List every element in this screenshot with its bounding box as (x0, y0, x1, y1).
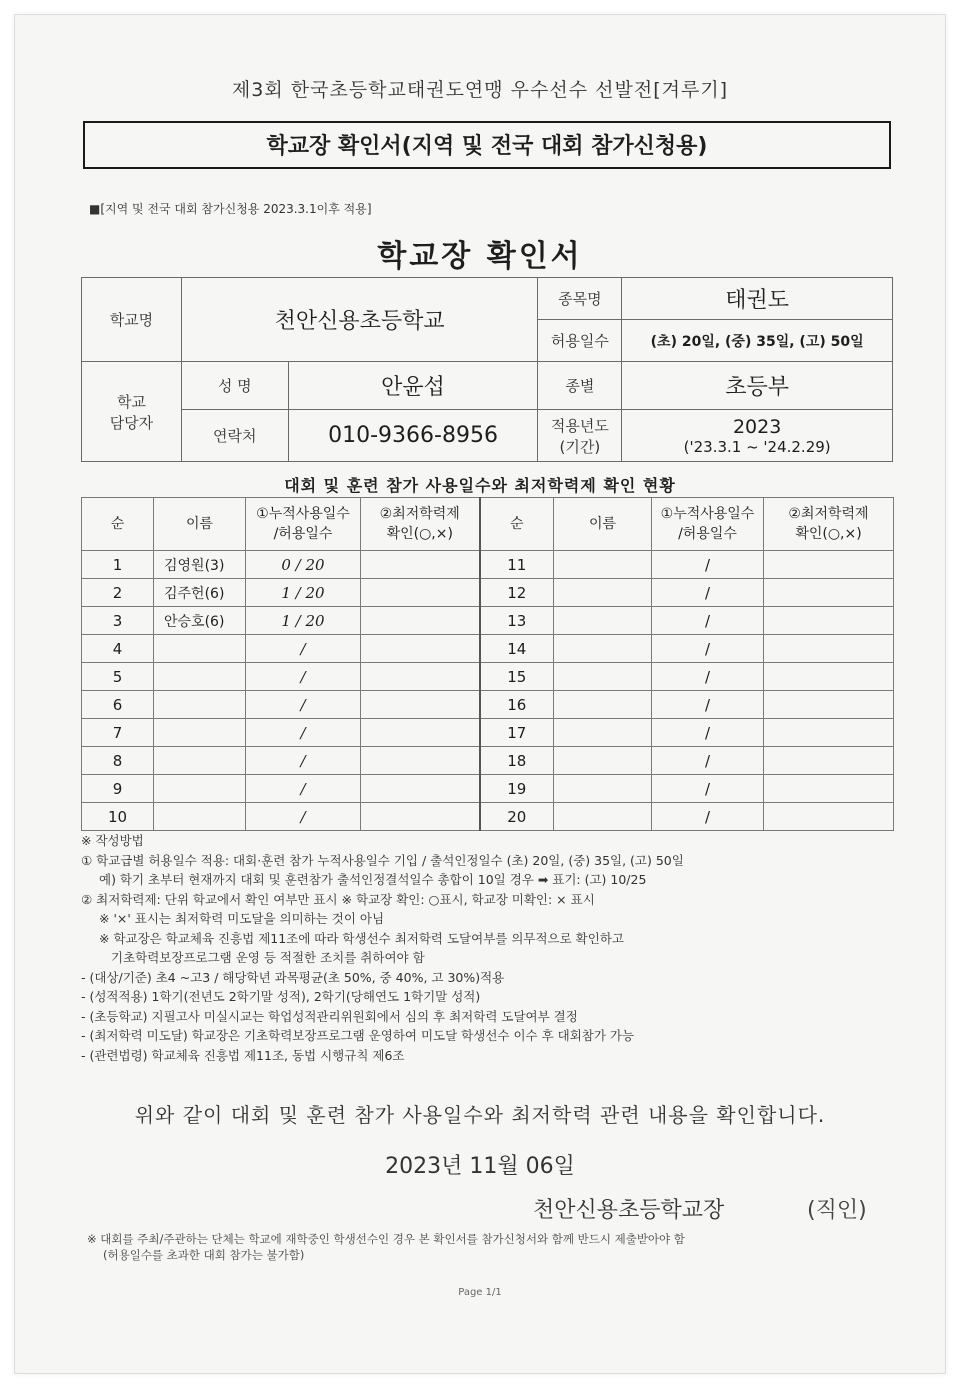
note-2: ② 최저학력제: 단위 학교에서 확인 여부만 표시 ※ 학교장 확인: ○표시, 학교장 미확인: × 표시 (81, 891, 595, 907)
year: 2023 (732, 415, 782, 438)
row-check (764, 775, 894, 803)
banner-title: 학교장 확인서(지역 및 전국 대회 참가신청용) (83, 121, 891, 169)
table-row (82, 579, 894, 607)
row-name (154, 663, 246, 691)
row-usage: / (246, 747, 361, 775)
year-value (622, 410, 893, 462)
row-usage: / (246, 663, 361, 691)
document-page (14, 14, 946, 1374)
days-value: (초) 20일, (중) 35일, (고) 50일 (622, 320, 893, 362)
notes-heading: ※ 작성방법 (81, 833, 144, 848)
row-check (361, 607, 480, 635)
row-name (554, 607, 652, 635)
header-name-right: 이름 (554, 498, 652, 551)
main-title: 학교장 확인서 (377, 239, 583, 274)
detail-4: - (최저학력 미도달) 학교장은 기초학력보장프로그램 운영하여 미도달 학생선수 이수 후 대회참가 가능 (81, 1028, 635, 1043)
row-name (554, 775, 652, 803)
header-check-left (361, 498, 480, 551)
table-row (82, 691, 894, 719)
days-label: 허용일수 (538, 320, 622, 362)
row-no: 2 (82, 579, 154, 607)
row-check (764, 663, 894, 691)
header-check-right (764, 498, 894, 551)
year-label-line2: (기간) (559, 437, 601, 456)
note-1: ① 학교급별 허용일수 적용: 대회·훈련 참가 누적사용일수 기입 / 출석인정일수 (초) 20일, (중) 35일, (고) 50일 (81, 852, 684, 868)
year-label-line1: 적용년도 (550, 416, 609, 435)
row-no: 12 (480, 579, 554, 607)
footnote (87, 1231, 685, 1263)
row-usage: / (652, 803, 764, 831)
row-no: 8 (82, 747, 154, 775)
official-seal: (직인) (807, 1198, 867, 1223)
row-name (154, 719, 246, 747)
table-row (82, 551, 894, 579)
note-2a: ※ '×' 표시는 최저학력 미도달을 의미하는 것이 아님 (99, 911, 385, 926)
table-row (82, 607, 894, 635)
apply-note: ■[지역 및 전국 대회 참가신청용 2023.3.1이후 적용] (89, 202, 372, 216)
contact-value: 010-9366-8956 (288, 410, 538, 462)
page-number: Page 1/1 (458, 1287, 502, 1298)
period: ('23.3.1 ~ '24.2.29) (683, 437, 831, 456)
table-row (82, 747, 894, 775)
row-check (764, 551, 894, 579)
row-name (154, 775, 246, 803)
row-name (154, 747, 246, 775)
row-no: 11 (480, 551, 554, 579)
row-usage: 1 / 20 (246, 607, 361, 635)
row-usage: / (246, 775, 361, 803)
table-row (82, 803, 894, 831)
row-no: 20 (480, 803, 554, 831)
row-usage: / (246, 691, 361, 719)
instructions (81, 831, 893, 1065)
row-usage: / (652, 579, 764, 607)
row-check (764, 607, 894, 635)
division-label: 종별 (538, 362, 622, 410)
row-no: 7 (82, 719, 154, 747)
row-no: 6 (82, 691, 154, 719)
row-check (361, 775, 480, 803)
row-check (361, 747, 480, 775)
name-label: 성 명 (181, 362, 288, 410)
header-check-right-l1: ②최저학력제 (788, 506, 869, 522)
row-usage: / (246, 635, 361, 663)
row-check (764, 747, 894, 775)
header-no-right: 순 (480, 498, 554, 551)
table-row (82, 635, 894, 663)
row-check (764, 691, 894, 719)
note-1-example: 예) 학기 초부터 현재까지 대회 및 훈련참가 출석인정결석일수 총합이 10일 경우 ➡ 표기: (고) 10/25 (99, 872, 647, 887)
row-usage: / (652, 691, 764, 719)
row-no: 3 (82, 607, 154, 635)
row-no: 15 (480, 663, 554, 691)
row-no: 17 (480, 719, 554, 747)
row-no: 18 (480, 747, 554, 775)
row-usage: / (652, 775, 764, 803)
footnote-line1: ※ 대회를 주최/주관하는 단체는 학교에 재학중인 학생선수인 경우 본 확인서를 참가신청서와 함께 반드시 제출받아야 함 (87, 1232, 685, 1246)
row-check (361, 663, 480, 691)
header-check-right-l2: 확인(○,×) (795, 526, 862, 542)
table-row (82, 775, 894, 803)
issue-date: 2023년 11월 06일 (385, 1154, 575, 1179)
row-usage: / (652, 551, 764, 579)
row-check (764, 803, 894, 831)
row-usage: / (652, 663, 764, 691)
row-check (361, 691, 480, 719)
row-check (764, 579, 894, 607)
header-usage-right-l2: /허용일수 (678, 526, 737, 542)
event-title: 제3회 한국초등학교태권도연맹 우수선수 선발전[겨루기] (231, 79, 729, 101)
row-no: 1 (82, 551, 154, 579)
header-usage-right (652, 498, 764, 551)
row-name (154, 691, 246, 719)
row-usage: / (652, 747, 764, 775)
row-name (554, 747, 652, 775)
section-title: 대회 및 훈련 참가 사용일수와 최저학력제 확인 현황 (284, 476, 676, 495)
contact-label: 연락처 (181, 410, 288, 462)
sport-label: 종목명 (538, 278, 622, 320)
row-name: 김영원(3) (154, 551, 246, 579)
row-name (554, 691, 652, 719)
detail-5: - (관련법령) 학교체육 진흥법 제11조, 동법 시행규칙 제6조 (81, 1047, 405, 1063)
staff-name: 안윤섭 (288, 362, 538, 410)
staff-label-line2: 담당자 (109, 413, 154, 432)
row-no: 9 (82, 775, 154, 803)
row-usage: / (246, 803, 361, 831)
row-usage: / (652, 719, 764, 747)
row-name (154, 635, 246, 663)
row-no: 19 (480, 775, 554, 803)
row-usage: 1 / 20 (246, 579, 361, 607)
header-no-left: 순 (82, 498, 154, 551)
row-usage: 0 / 20 (246, 551, 361, 579)
header-usage-left-l1: ①누적사용일수 (256, 506, 350, 522)
participation-table (81, 497, 894, 831)
year-label (538, 410, 622, 462)
row-no: 5 (82, 663, 154, 691)
division-value: 초등부 (622, 362, 893, 410)
row-name: 안승호(6) (154, 607, 246, 635)
row-name (554, 635, 652, 663)
row-no: 16 (480, 691, 554, 719)
detail-3: - (초등학교) 지필고사 미실시교는 학업성적관리위원회에서 심의 후 최저학력 도달여부 결정 (81, 1008, 578, 1024)
header-name-left: 이름 (154, 498, 246, 551)
detail-2: - (성적적용) 1학기(전년도 2학기말 성적), 2학기(당해연도 1학기말 성적) (81, 989, 481, 1004)
header-check-left-l1: ②최저학력제 (379, 506, 460, 522)
table-row (82, 719, 894, 747)
row-name (554, 803, 652, 831)
row-check (764, 635, 894, 663)
row-usage: / (652, 607, 764, 635)
sport-value: 태권도 (622, 278, 893, 320)
footnote-line2: (허용일수를 초과한 대회 참가는 불가함) (103, 1248, 305, 1262)
row-check (361, 635, 480, 663)
row-check (764, 719, 894, 747)
header-usage-left (246, 498, 361, 551)
row-name (554, 579, 652, 607)
header-check-left-l2: 확인(○,×) (386, 526, 453, 542)
note-2c: 기초학력보장프로그램 운영 등 적절한 조치를 취하여야 함 (111, 950, 425, 965)
row-check (361, 579, 480, 607)
row-usage: / (246, 719, 361, 747)
table-row (82, 663, 894, 691)
confirmation-statement: 위와 같이 대회 및 훈련 참가 사용일수와 최저학력 관련 내용을 확인합니다. (134, 1103, 826, 1127)
row-usage: / (652, 635, 764, 663)
staff-label-line1: 학교 (116, 392, 146, 411)
row-name (554, 663, 652, 691)
school-name: 천안신용초등학교 (181, 278, 538, 362)
principal-name: 천안신용초등학교장 (533, 1198, 725, 1223)
row-name (554, 551, 652, 579)
table-header-row (82, 498, 894, 551)
row-no: 10 (82, 803, 154, 831)
row-no: 13 (480, 607, 554, 635)
note-2b: ※ 학교장은 학교체육 진흥법 제11조에 따라 학생선수 최저학력 도달여부를 의무적으로 확인하고 (99, 930, 624, 946)
row-check (361, 719, 480, 747)
school-label: 학교명 (82, 278, 182, 362)
info-table (81, 277, 893, 462)
row-name: 김주헌(6) (154, 579, 246, 607)
header-usage-right-l1: ①누적사용일수 (660, 506, 755, 522)
row-check (361, 803, 480, 831)
row-name (554, 719, 652, 747)
header-usage-left-l2: /허용일수 (273, 526, 333, 542)
row-name (154, 803, 246, 831)
row-check (361, 551, 480, 579)
row-no: 4 (82, 635, 154, 663)
staff-label (82, 362, 182, 462)
detail-1: - (대상/기준) 초4 ~고3 / 해당학년 과목평균(초 50%, 중 40%, 고 30%)적용 (81, 969, 505, 985)
row-no: 14 (480, 635, 554, 663)
